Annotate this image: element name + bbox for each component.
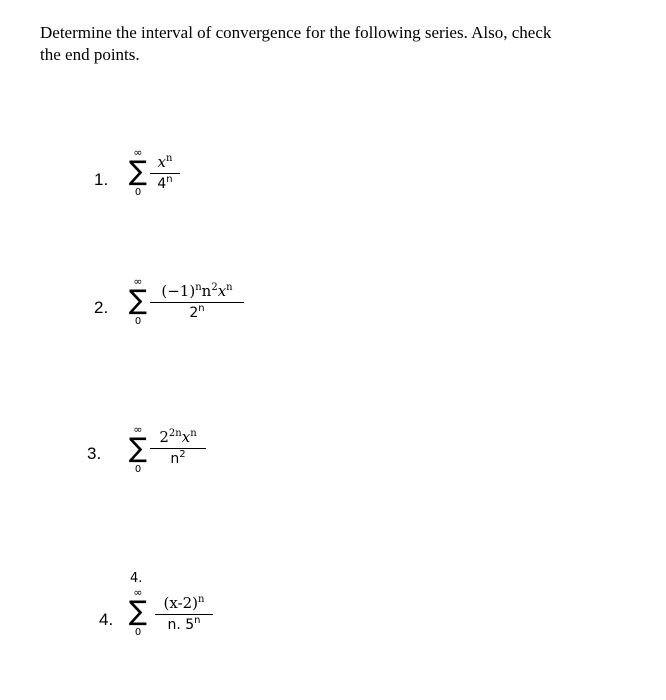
instructions: [40, 22, 630, 66]
fraction: [155, 595, 213, 634]
denominator: 2$^n$: [189, 303, 205, 321]
fraction: [150, 283, 244, 322]
numerator: $(x-2)^n$: [163, 594, 205, 612]
lower-limit: 0: [134, 316, 142, 327]
denominator: $n^2$: [170, 449, 186, 467]
denominator: 4$^n$: [157, 174, 173, 192]
fraction: [150, 154, 180, 193]
numerator: $(-1)^nn^2x^n$: [161, 282, 233, 300]
sigma-symbol: ∑: [128, 596, 148, 627]
numerator: $x^n$: [157, 153, 173, 171]
problem-number: 3.: [87, 444, 102, 463]
instructions-line-2: the end points.: [40, 45, 140, 64]
problem-number: 4.: [99, 610, 114, 629]
problem-number: 2.: [94, 298, 109, 317]
upper-limit: ∞: [133, 586, 143, 599]
lower-limit: 0: [134, 627, 142, 638]
problem-number: 1.: [94, 170, 109, 189]
summation: [121, 587, 155, 638]
upper-limit: ∞: [133, 423, 143, 436]
lower-limit: 0: [134, 187, 142, 198]
numerator: $2^{2n}x^n$: [159, 428, 197, 446]
sigma-symbol: ∑: [128, 433, 148, 464]
upper-limit: ∞: [133, 146, 143, 159]
stray-label: 4.: [130, 571, 143, 586]
denominator: n. 5$^n$: [167, 615, 201, 633]
lower-limit: 0: [134, 464, 142, 475]
sigma-symbol: ∑: [128, 285, 148, 316]
fraction: [150, 429, 206, 468]
instructions-line-1: Determine the interval of convergence for the following series. Also, check: [40, 23, 552, 42]
sigma-symbol: ∑: [128, 156, 148, 187]
upper-limit: ∞: [133, 275, 143, 288]
